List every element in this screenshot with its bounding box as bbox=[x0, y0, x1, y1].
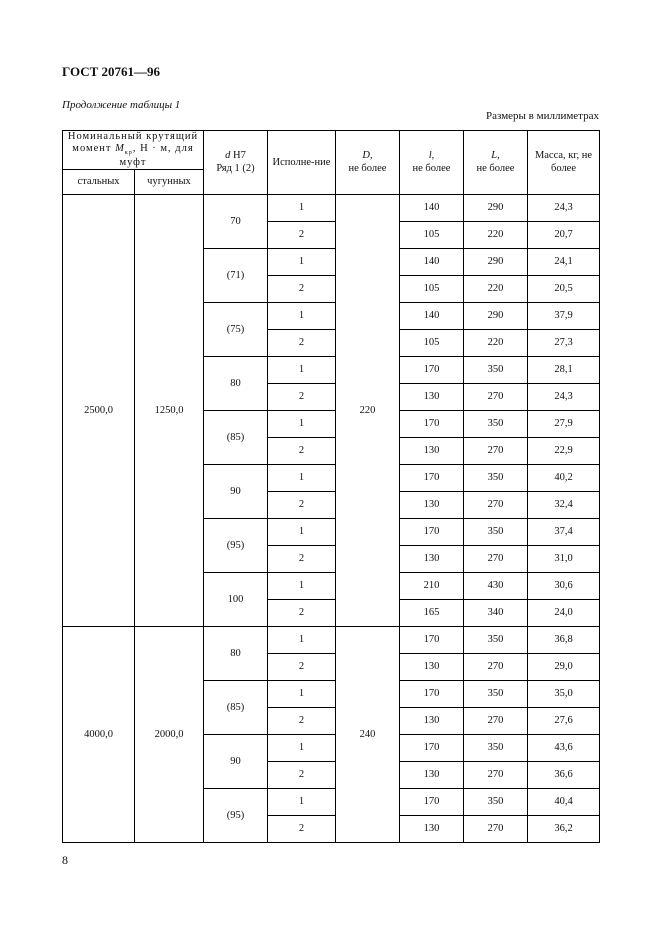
bore-diameter-cell: 80 bbox=[204, 627, 268, 681]
length-L-cell: 340 bbox=[464, 600, 528, 627]
mass-cell: 30,6 bbox=[528, 573, 600, 600]
header-steel: стальных bbox=[63, 170, 135, 195]
version-cell: 1 bbox=[268, 735, 336, 762]
length-l-cell: 170 bbox=[400, 681, 464, 708]
bore-diameter-cell: (71) bbox=[204, 249, 268, 303]
table-body bbox=[63, 195, 600, 843]
mass-cell: 35,0 bbox=[528, 681, 600, 708]
version-cell: 1 bbox=[268, 573, 336, 600]
version-cell: 2 bbox=[268, 384, 336, 411]
mass-cell: 32,4 bbox=[528, 492, 600, 519]
cast-iron-torque-cell: 2000,0 bbox=[135, 627, 204, 843]
length-L-cell: 350 bbox=[464, 411, 528, 438]
length-L-cell: 220 bbox=[464, 222, 528, 249]
steel-torque-cell: 2500,0 bbox=[63, 195, 135, 627]
mass-cell: 27,3 bbox=[528, 330, 600, 357]
cast-iron-torque-cell: 1250,0 bbox=[135, 195, 204, 627]
version-cell: 2 bbox=[268, 762, 336, 789]
mass-cell: 24,0 bbox=[528, 600, 600, 627]
version-cell: 2 bbox=[268, 222, 336, 249]
length-L-cell: 290 bbox=[464, 195, 528, 222]
mass-cell: 24,3 bbox=[528, 195, 600, 222]
length-l-cell: 170 bbox=[400, 627, 464, 654]
mass-cell: 36,8 bbox=[528, 627, 600, 654]
version-cell: 2 bbox=[268, 654, 336, 681]
mass-cell: 28,1 bbox=[528, 357, 600, 384]
length-l-cell: 105 bbox=[400, 276, 464, 303]
bore-diameter-cell: 90 bbox=[204, 735, 268, 789]
length-L-cell: 270 bbox=[464, 654, 528, 681]
mass-cell: 29,0 bbox=[528, 654, 600, 681]
version-cell: 1 bbox=[268, 519, 336, 546]
length-L-cell: 430 bbox=[464, 573, 528, 600]
version-cell: 2 bbox=[268, 708, 336, 735]
document-title: ГОСТ 20761—96 bbox=[62, 64, 161, 79]
length-l-cell: 170 bbox=[400, 789, 464, 816]
length-l-cell: 140 bbox=[400, 249, 464, 276]
length-l-cell: 170 bbox=[400, 411, 464, 438]
version-cell: 1 bbox=[268, 357, 336, 384]
mass-cell: 27,9 bbox=[528, 411, 600, 438]
header-bore-diameter: d H7 Ряд 1 (2) bbox=[204, 131, 268, 195]
mass-cell: 24,3 bbox=[528, 384, 600, 411]
length-L-cell: 270 bbox=[464, 708, 528, 735]
header-length-l: l, не более bbox=[400, 131, 464, 195]
bore-diameter-cell: (95) bbox=[204, 519, 268, 573]
mass-cell: 40,2 bbox=[528, 465, 600, 492]
length-L-cell: 270 bbox=[464, 762, 528, 789]
length-l-cell: 130 bbox=[400, 546, 464, 573]
length-l-cell: 140 bbox=[400, 195, 464, 222]
bore-diameter-cell: 90 bbox=[204, 465, 268, 519]
header-version: Исполне-ние bbox=[268, 131, 336, 195]
units-note: Размеры в миллиметрах bbox=[486, 110, 599, 122]
mass-cell: 22,9 bbox=[528, 438, 600, 465]
table-row bbox=[63, 627, 600, 654]
bore-diameter-cell: 100 bbox=[204, 573, 268, 627]
steel-torque-cell: 4000,0 bbox=[63, 627, 135, 843]
length-L-cell: 350 bbox=[464, 735, 528, 762]
mass-cell: 20,7 bbox=[528, 222, 600, 249]
version-cell: 1 bbox=[268, 681, 336, 708]
version-cell: 1 bbox=[268, 627, 336, 654]
bore-diameter-cell: (85) bbox=[204, 681, 268, 735]
mass-cell: 24,1 bbox=[528, 249, 600, 276]
length-l-cell: 130 bbox=[400, 492, 464, 519]
length-L-cell: 290 bbox=[464, 303, 528, 330]
length-l-cell: 130 bbox=[400, 384, 464, 411]
mass-cell: 31,0 bbox=[528, 546, 600, 573]
length-L-cell: 350 bbox=[464, 627, 528, 654]
bore-diameter-cell: 80 bbox=[204, 357, 268, 411]
length-l-cell: 140 bbox=[400, 303, 464, 330]
length-L-cell: 220 bbox=[464, 276, 528, 303]
length-L-cell: 350 bbox=[464, 465, 528, 492]
version-cell: 2 bbox=[268, 438, 336, 465]
version-cell: 1 bbox=[268, 789, 336, 816]
length-l-cell: 130 bbox=[400, 654, 464, 681]
length-l-cell: 170 bbox=[400, 735, 464, 762]
version-cell: 1 bbox=[268, 465, 336, 492]
version-cell: 1 bbox=[268, 195, 336, 222]
length-L-cell: 270 bbox=[464, 492, 528, 519]
length-L-cell: 270 bbox=[464, 384, 528, 411]
mass-cell: 37,4 bbox=[528, 519, 600, 546]
header-mass: Масса, кг, не более bbox=[528, 131, 600, 195]
mass-cell: 37,9 bbox=[528, 303, 600, 330]
version-cell: 2 bbox=[268, 330, 336, 357]
length-l-cell: 165 bbox=[400, 600, 464, 627]
length-L-cell: 350 bbox=[464, 519, 528, 546]
version-cell: 1 bbox=[268, 303, 336, 330]
coupling-dimensions-table bbox=[62, 130, 600, 843]
length-L-cell: 220 bbox=[464, 330, 528, 357]
length-L-cell: 350 bbox=[464, 789, 528, 816]
length-L-cell: 350 bbox=[464, 681, 528, 708]
length-l-cell: 170 bbox=[400, 465, 464, 492]
outer-diameter-cell: 220 bbox=[336, 195, 400, 627]
bore-diameter-cell: (85) bbox=[204, 411, 268, 465]
version-cell: 2 bbox=[268, 600, 336, 627]
header-cast-iron: чугунных bbox=[135, 170, 204, 195]
header-length-L: L, не более bbox=[464, 131, 528, 195]
table-continuation-label: Продолжение таблицы 1 bbox=[62, 99, 181, 111]
length-L-cell: 290 bbox=[464, 249, 528, 276]
length-L-cell: 270 bbox=[464, 816, 528, 843]
header-outer-diameter: D, не более bbox=[336, 131, 400, 195]
version-cell: 2 bbox=[268, 546, 336, 573]
outer-diameter-cell: 240 bbox=[336, 627, 400, 843]
version-cell: 1 bbox=[268, 411, 336, 438]
length-l-cell: 170 bbox=[400, 519, 464, 546]
length-L-cell: 270 bbox=[464, 546, 528, 573]
length-l-cell: 105 bbox=[400, 222, 464, 249]
length-l-cell: 130 bbox=[400, 708, 464, 735]
header-nominal-torque: Номинальный крутящий момент $M_{кр}$, Н · м, для муфт bbox=[63, 131, 204, 170]
length-l-cell: 170 bbox=[400, 357, 464, 384]
bore-diameter-cell: (75) bbox=[204, 303, 268, 357]
length-L-cell: 270 bbox=[464, 438, 528, 465]
length-l-cell: 130 bbox=[400, 816, 464, 843]
mass-cell: 40,4 bbox=[528, 789, 600, 816]
version-cell: 2 bbox=[268, 492, 336, 519]
length-l-cell: 210 bbox=[400, 573, 464, 600]
mass-cell: 36,2 bbox=[528, 816, 600, 843]
page-number: 8 bbox=[62, 853, 68, 867]
table-row bbox=[63, 195, 600, 222]
version-cell: 2 bbox=[268, 816, 336, 843]
bore-diameter-cell: 70 bbox=[204, 195, 268, 249]
length-l-cell: 130 bbox=[400, 762, 464, 789]
bore-diameter-cell: (95) bbox=[204, 789, 268, 843]
length-L-cell: 350 bbox=[464, 357, 528, 384]
length-l-cell: 105 bbox=[400, 330, 464, 357]
mass-cell: 43,6 bbox=[528, 735, 600, 762]
mass-cell: 36,6 bbox=[528, 762, 600, 789]
mass-cell: 27,6 bbox=[528, 708, 600, 735]
version-cell: 1 bbox=[268, 249, 336, 276]
length-l-cell: 130 bbox=[400, 438, 464, 465]
mass-cell: 20,5 bbox=[528, 276, 600, 303]
version-cell: 2 bbox=[268, 276, 336, 303]
header-row bbox=[63, 131, 600, 170]
